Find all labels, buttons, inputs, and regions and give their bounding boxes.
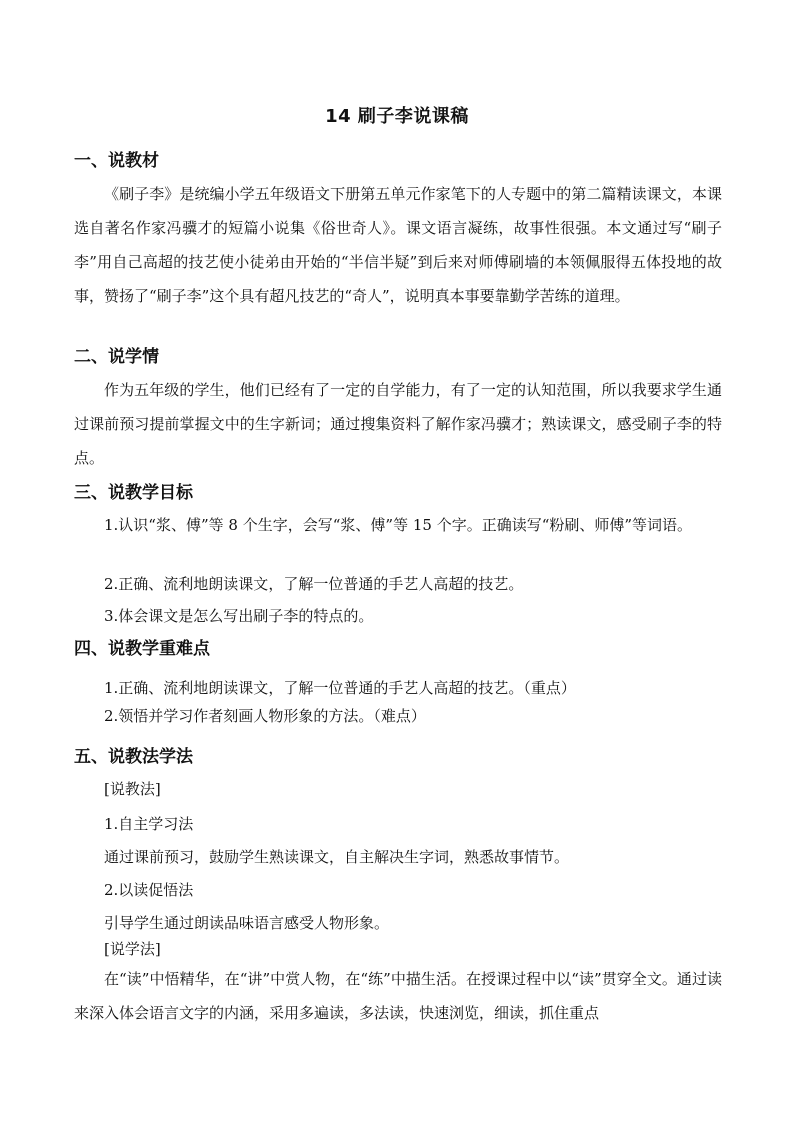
objective-item: 3.体会课文是怎么写出刷子李的特点的。 xyxy=(104,607,374,625)
method-line: [说学法] xyxy=(104,940,161,958)
objective-item: 2.正确、流利地朗读课文，了解一位普通的手艺人高超的技艺。 xyxy=(104,575,524,593)
students-paragraph: 作为五年级的学生，他们已经有了一定的自学能力，有了一定的认知范围，所以我要求学生通过课前预习提前掌握文中的生字新词；通过搜集资料了解作家冯骥才；熟读课文，感受刷子李的特点。 xyxy=(74,381,722,467)
key-point-item: 1.正确、流利地朗读课文，了解一位普通的手艺人高超的技艺。（重点） xyxy=(104,679,576,697)
method-line: 通过课前预习，鼓励学生熟读课文，自主解决生字词，熟悉故事情节。 xyxy=(104,848,570,866)
section-heading-textbook: 一、说教材 xyxy=(74,151,159,171)
methods-paragraph: 在“读”中悟精华，在“讲”中赏人物，在“练”中描生活。在授课过程中以“读”贯穿全文。通过读来深入体会语言文字的内涵，采用多遍读，多法读，快速浏览，细读，抓住重点 xyxy=(74,970,722,1022)
objective-item: 1.认识“浆、傅”等 8 个生字，会写“浆、傅”等 15 个字。正确读写“粉刷、师傅”等词语。 xyxy=(104,516,693,534)
method-line: 1.自主学习法 xyxy=(104,815,194,833)
method-line: 引导学生通过朗读品味语言感受人物形象。 xyxy=(104,914,390,932)
page-title: 14 刷子李说课稿 xyxy=(325,106,469,127)
key-point-item: 2.领悟并学习作者刻画人物形象的方法。（难点） xyxy=(104,707,426,725)
section-heading-students: 二、说学情 xyxy=(74,347,159,367)
method-line: 2.以读促悟法 xyxy=(104,881,194,899)
section-heading-methods: 五、说教法学法 xyxy=(74,747,193,767)
method-line: [说教法] xyxy=(104,780,161,798)
section-heading-objectives: 三、说教学目标 xyxy=(74,483,193,503)
section-heading-key-points: 四、说教学重难点 xyxy=(74,639,210,659)
textbook-paragraph: 《刷子李》是统编小学五年级语文下册第五单元作家笔下的人专题中的第二篇精读课文，本课选自著名作家冯骥才的短篇小说集《俗世奇人》。课文语言凝练，故事性很强。本文通过写“刷子李”用自己高超的技艺使小徒弟由开始的“半信半疑”到后来对师傅刷墙的本领佩服得五体投地的故事，赞扬了“刷子李”这个具有超凡技艺的“奇人”，说明真本事要靠勤学苦练的道理。 xyxy=(74,185,722,305)
